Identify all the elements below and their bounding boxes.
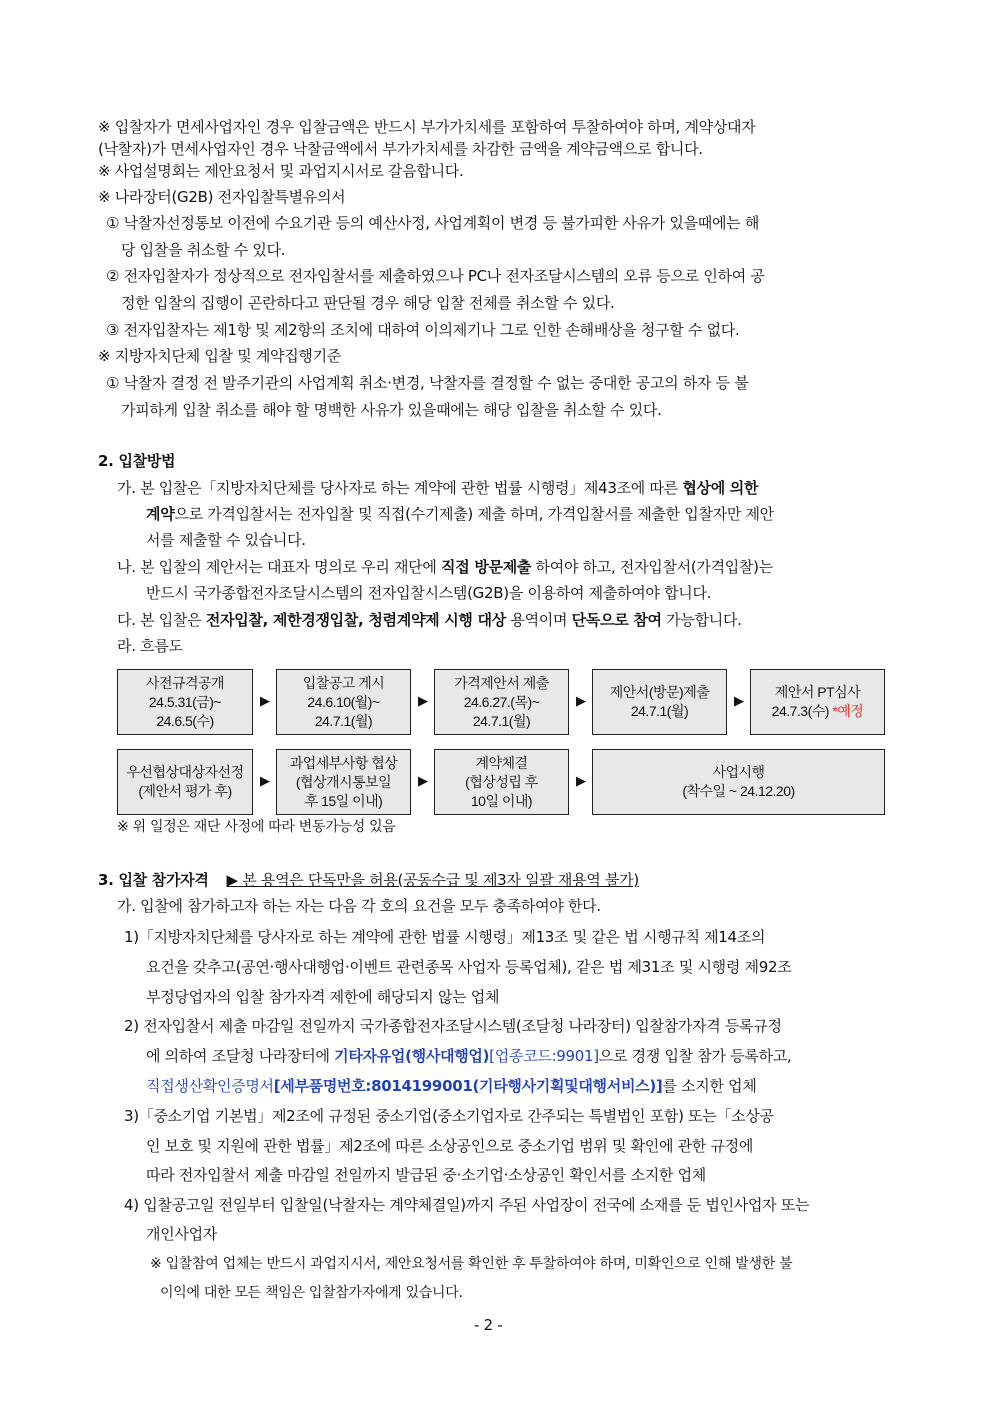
flow-step-pre-spec-date1: 24.5.31(금)~	[148, 693, 222, 710]
flow-step-pt-review-date: 24.7.3(수) *예정	[771, 703, 864, 719]
flow-step-project-execution	[592, 749, 885, 815]
flow-step-pt-review	[750, 669, 885, 735]
sec3-item3-line1: 3)「중소기업 기본법」제2조에 규정된 중소기업(중소기업자로 간주되는 특별법인 포함) 또는「소상공	[124, 1107, 774, 1125]
sec2-ga-line3: 서를 제출할 수 있습니다.	[146, 531, 306, 549]
note-g2b-heading: ※ 나라장터(G2B) 전자입찰특별유의서	[98, 188, 346, 206]
tentative-label: *예정	[832, 703, 864, 719]
page-number: - 2 -	[474, 1316, 503, 1334]
business-code: [업종코드:9901]	[489, 1047, 599, 1065]
production-certificate: 직접생산확인증명서	[146, 1077, 274, 1095]
sec2-ga-line1: 가. 본 입찰은「지방자치단체를 당사자로 하는 계약에 관한 법률 시행령」제43조에 따른 협상에 의한	[117, 479, 759, 497]
flow-step-project-execution-period: (착수일 ~ 24.12.20)	[682, 783, 795, 799]
business-category: 기타자유업(행사대행업)	[334, 1047, 490, 1065]
flow-step-negotiation-note1: (협상개시통보일	[295, 773, 392, 790]
flow-arrow-icon: ▶	[418, 774, 428, 789]
flow-step-announcement-title: 입찰공고 게시	[302, 674, 385, 691]
note-g2b-item2-line1: ② 전자입찰자가 정상적으로 전자입찰서를 제출하였으나 PC나 전자조달시스템의 오류 등으로 인하여 공	[106, 267, 765, 285]
flow-step-proposal-submit	[592, 669, 727, 735]
flow-step-pre-spec-date2: 24.6.5(수)	[156, 712, 214, 729]
flow-step-proposal-submit-date: 24.7.1(월)	[630, 703, 689, 719]
note-g2b-item1-line2: 당 입찰을 취소할 수 있다.	[121, 241, 286, 259]
flow-step-announcement-date1: 24.6.10(월)~	[307, 693, 380, 710]
flow-step-priority-selection-title: 우선협상대상자선정	[126, 764, 244, 780]
note-local-heading: ※ 지방자치단체 입찰 및 계약집행기준	[98, 347, 341, 365]
sec3-item3-line2: 인 보호 및 지원에 관한 법률」제2조에 따른 소상공인으로 중소기업 범위 및 확인에 관한 규정에	[146, 1137, 754, 1155]
flow-arrow-icon: ▶	[260, 694, 270, 709]
note-g2b-item1-line1: ① 낙찰자선정통보 이전에 수요기관 등의 예산사정, 사업계획이 변경 등 불가피한 사유가 있을때에는 해	[106, 214, 760, 232]
sec3-warning-line1: ※ 입찰참여 업체는 반드시 과업지시서, 제안요청서를 확인한 후 투찰하여야 하며, 미확인으로 인해 발생한 불	[150, 1256, 793, 1272]
note-g2b-item2-line2: 정한 입찰의 집행이 곤란하다고 판단될 경우 해당 입찰 전체를 취소할 수 있다.	[121, 294, 615, 312]
sec3-item3-line3: 따라 전자입찰서 제출 마감일 전일까지 발급된 중·소기업·소상공인 확인서를 소지한 업체	[146, 1166, 706, 1184]
flow-step-price-proposal-date2: 24.7.1(월)	[472, 712, 531, 729]
sec3-item1-line1: 1)「지방자치단체를 당사자로 하는 계약에 관한 법률 시행령」제13조 및 같은 법 시행규칙 제14조의	[124, 928, 766, 946]
note-briefing: ※ 사업설명회는 제안요청서 및 과업지시서로 갈음합니다.	[98, 162, 464, 180]
section-2-title: 2. 입찰방법	[98, 452, 176, 470]
flow-step-pt-review-title: 제안서 PT심사	[774, 684, 861, 700]
flow-step-announcement	[276, 669, 411, 735]
flow-step-contract-note1: (협상성립 후	[465, 773, 538, 790]
sec3-item2-line2: 에 의하여 조달청 나라장터에 기타자유업(행사대행업)[업종코드:9901]으로 경쟁 입찰 참가 등록하고,	[146, 1047, 792, 1065]
sec2-da-line: 다. 본 입찰은 전자입찰, 제한경쟁입찰, 청렴계약제 시행 대상 용역이며 단독으로 참여 가능합니다.	[117, 611, 742, 629]
sec2-ga-line2: 계약으로 가격입찰서는 전자입찰 및 직접(수기제출) 제출 하며, 가격입찰서를 제출한 입찰자만 제안	[146, 505, 774, 523]
flow-step-price-proposal-title: 가격제안서 제출	[454, 674, 549, 691]
flow-step-price-proposal	[434, 669, 569, 735]
note-local-item1-line2: 가피하게 입찰 취소를 해야 할 명백한 사유가 있을때에는 해당 입찰을 취소할 수 있다.	[121, 401, 662, 419]
sec3-item2-line3: 직접생산확인증명서[세부품명번호:8014199001(기타행사기획및대행서비스)]를 소지한 업체	[146, 1077, 757, 1095]
sec3-ga: 가. 입찰에 참가하고자 하는 자는 다음 각 호의 요건을 모두 충족하여야 한다.	[117, 897, 601, 915]
product-number: [세부품명번호:8014199001(기타행사기획및대행서비스)]	[273, 1077, 663, 1095]
flow-step-contract-note2: 10일 이내)	[470, 792, 533, 809]
flow-arrow-icon: ▶	[418, 694, 428, 709]
flow-arrow-icon: ▶	[734, 694, 744, 709]
flow-step-negotiation-note2: 후 15일 이내)	[304, 792, 383, 809]
flow-step-pre-spec-title: 사전규격공개	[145, 674, 225, 691]
flow-step-project-execution-title: 사업시행	[712, 764, 765, 780]
flow-arrow-icon: ▶	[260, 774, 270, 789]
flow-arrow-icon: ▶	[576, 694, 586, 709]
sec2-na-line1: 나. 본 입찰의 제안서는 대표자 명의로 우리 재단에 직접 방문제출 하여야 하고, 전자입찰서(가격입찰)는	[117, 558, 773, 576]
flow-arrow-icon: ▶	[576, 774, 586, 789]
section-3-title-line	[98, 870, 639, 890]
note-g2b-item3: ③ 전자입찰자는 제1항 및 제2항의 조치에 대하여 이의제기나 그로 인한 손해배상을 청구할 수 없다.	[106, 321, 740, 339]
section-3-title: 3. 입찰 참가자격	[98, 871, 209, 889]
flow-schedule-note: ※ 위 일정은 재단 사정에 따라 변동가능성 있음	[117, 819, 396, 835]
sec3-item4-line1: 4) 입찰공고일 전일부터 입찰일(낙찰자는 계약체결일)까지 주된 사업장이 전국에 소재를 둔 법인사업자 또는	[124, 1196, 810, 1214]
sec3-item4-line2: 개인사업자	[146, 1225, 217, 1243]
flow-step-priority-selection	[117, 749, 253, 815]
sec2-ra-flowchart-label: 라. 흐름도	[117, 637, 183, 655]
note-vat-line2: (낙찰자)가 면세사업자인 경우 낙찰금액에서 부가가치세를 차감한 금액을 계약금액으로 합니다.	[98, 140, 703, 158]
sec3-warning-line2: 이익에 대한 모든 책임은 입찰참가자에게 있습니다.	[160, 1285, 463, 1301]
flow-step-price-proposal-date1: 24.6.27.(목)~	[463, 693, 540, 710]
note-vat-line1: ※ 입찰자가 면세사업자인 경우 입찰금액은 반드시 부가가치세를 포함하여 투찰하여야 하며, 계약상대자	[98, 118, 756, 136]
flow-step-proposal-submit-title: 제안서(방문)제출	[609, 684, 710, 700]
flow-step-negotiation	[276, 749, 411, 815]
sec3-item2-line1: 2) 전자입찰서 제출 마감일 전일까지 국가종합전자조달시스템(조달청 나라장터) 입찰참가자격 등록규정	[124, 1017, 782, 1035]
flow-step-pre-spec	[117, 669, 253, 735]
sec3-item1-line2: 요건을 갖추고(공연·행사대행업·이벤트 관련종목 사업자 등록업체), 같은 법 제31조 및 시행령 제92조	[146, 958, 792, 976]
note-local-item1-line1: ① 낙찰자 결정 전 발주기관의 사업계획 취소·변경, 낙찰자를 결정할 수 없는 중대한 공고의 하자 등 불	[106, 374, 749, 392]
sec2-na-line2: 반드시 국가종합전자조달시스템의 전자입찰시스템(G2B)을 이용하여 제출하여야 합니다.	[146, 584, 712, 602]
section-3-sole-bid-note: ▶ 본 용역은 단독만을 허용(공동수급 및 제3자 일괄 재용역 불가)	[226, 871, 639, 889]
flow-step-contract	[434, 749, 569, 815]
flow-step-contract-title: 계약체결	[475, 754, 528, 771]
flow-step-priority-selection-note: (제안서 평가 후)	[138, 783, 232, 799]
sec3-item1-line3: 부정당업자의 입찰 참가자격 제한에 해당되지 않는 업체	[146, 988, 500, 1006]
flow-step-announcement-date2: 24.7.1(월)	[314, 712, 373, 729]
flow-step-negotiation-title: 과업세부사항 협상	[289, 754, 398, 771]
